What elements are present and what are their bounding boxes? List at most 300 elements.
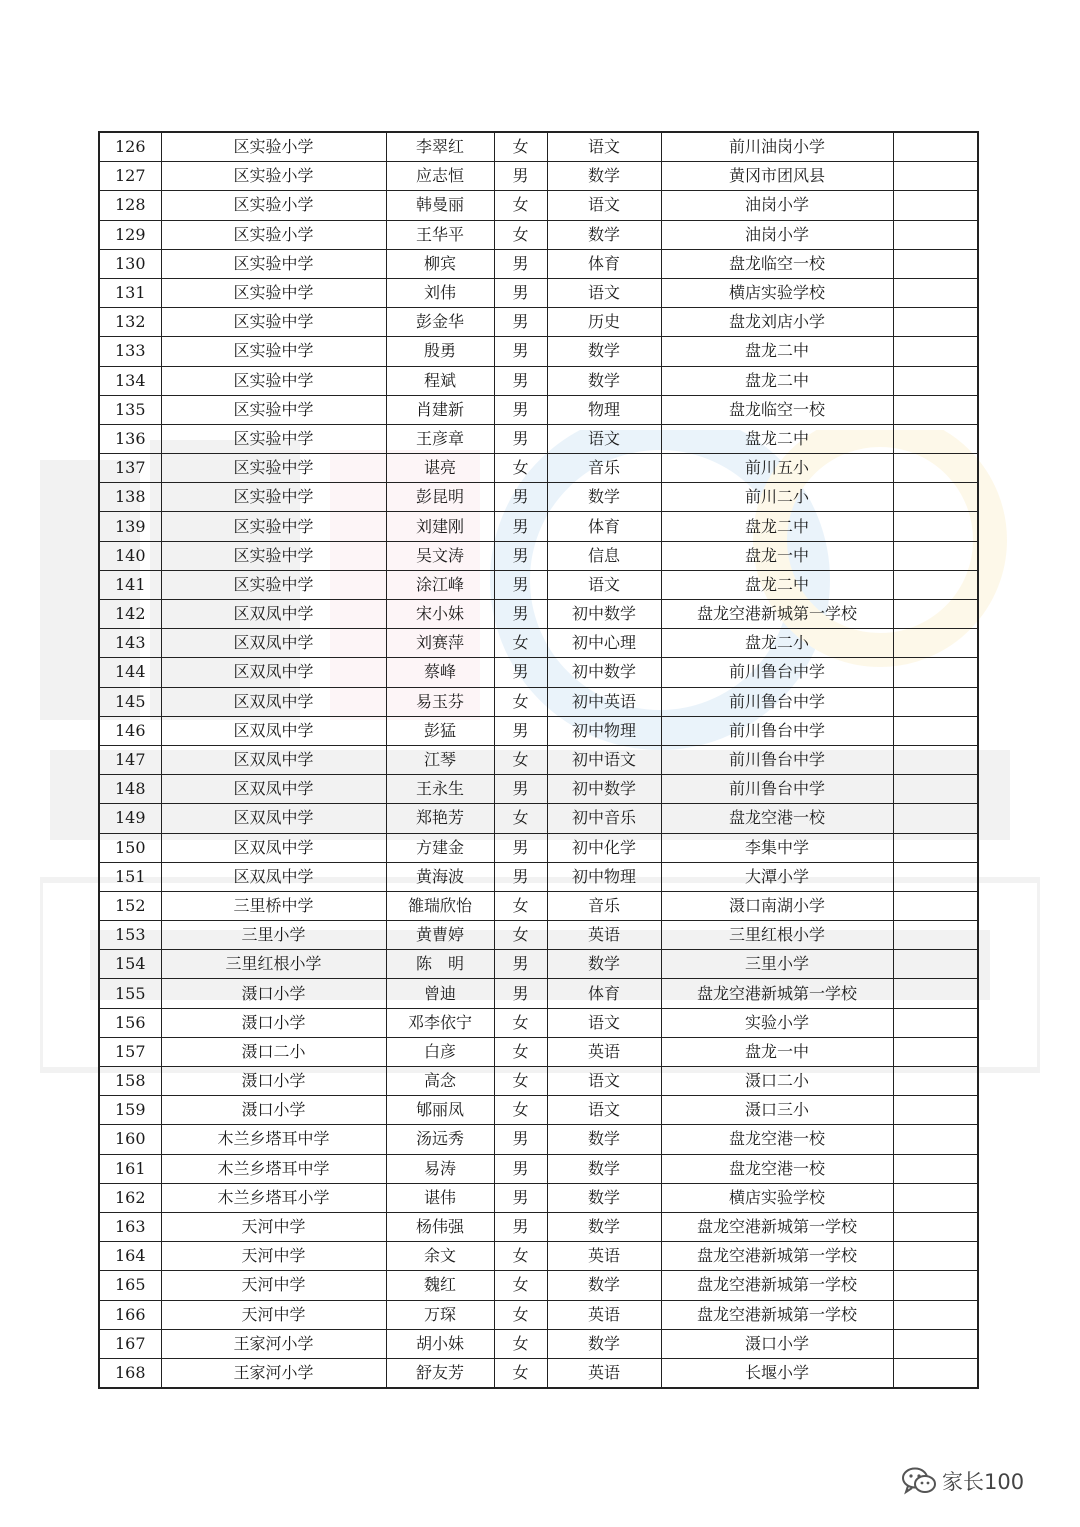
teacher-name-cell: 万琛 (386, 1300, 494, 1329)
exchange-school-cell: 盘龙空港新城第一学校 (661, 1271, 893, 1300)
subject-cell: 语文 (547, 1096, 661, 1125)
table-row (99, 862, 978, 891)
gender-cell: 女 (494, 1300, 547, 1329)
remark-cell (893, 1154, 978, 1183)
subject-cell: 初中物理 (547, 862, 661, 891)
subject-cell: 数学 (547, 1271, 661, 1300)
teacher-name-cell: 郇丽凤 (386, 1096, 494, 1125)
teacher-name-cell: 韩曼丽 (386, 191, 494, 220)
exchange-school-cell: 前川油岗小学 (661, 132, 893, 162)
subject-cell: 初中英语 (547, 687, 661, 716)
school-cell: 木兰乡塔耳小学 (161, 1183, 386, 1212)
gender-cell: 女 (494, 1008, 547, 1037)
school-cell: 区双凤中学 (161, 716, 386, 745)
remark-cell (893, 191, 978, 220)
school-cell: 木兰乡塔耳中学 (161, 1154, 386, 1183)
exchange-school-cell: 盘龙临空一校 (661, 249, 893, 278)
subject-cell: 语文 (547, 1008, 661, 1037)
gender-cell: 女 (494, 745, 547, 774)
subject-cell: 初中物理 (547, 716, 661, 745)
row-number-cell: 149 (99, 804, 161, 833)
school-cell: 滠口小学 (161, 1008, 386, 1037)
subject-cell: 数学 (547, 1183, 661, 1212)
gender-cell: 女 (494, 1329, 547, 1358)
teacher-roster-table (98, 131, 979, 1389)
school-cell: 王家河小学 (161, 1329, 386, 1358)
table-row (99, 804, 978, 833)
remark-cell (893, 629, 978, 658)
subject-cell: 信息 (547, 541, 661, 570)
gender-cell: 男 (494, 162, 547, 191)
school-cell: 滠口二小 (161, 1037, 386, 1066)
teacher-name-cell: 蔡峰 (386, 658, 494, 687)
gender-cell: 男 (494, 337, 547, 366)
subject-cell: 数学 (547, 1329, 661, 1358)
gender-cell: 女 (494, 191, 547, 220)
row-number-cell: 160 (99, 1125, 161, 1154)
gender-cell: 男 (494, 1154, 547, 1183)
teacher-name-cell: 李翠红 (386, 132, 494, 162)
table-row (99, 921, 978, 950)
subject-cell: 语文 (547, 132, 661, 162)
exchange-school-cell: 盘龙刘店小学 (661, 308, 893, 337)
remark-cell (893, 1300, 978, 1329)
row-number-cell: 159 (99, 1096, 161, 1125)
school-cell: 区实验中学 (161, 337, 386, 366)
gender-cell: 男 (494, 775, 547, 804)
exchange-school-cell: 盘龙空港新城第一学校 (661, 600, 893, 629)
school-cell: 区双凤中学 (161, 804, 386, 833)
subject-cell: 英语 (547, 921, 661, 950)
row-number-cell: 145 (99, 687, 161, 716)
subject-cell: 数学 (547, 162, 661, 191)
remark-cell (893, 162, 978, 191)
gender-cell: 男 (494, 395, 547, 424)
subject-cell: 初中语文 (547, 745, 661, 774)
teacher-name-cell: 白彦 (386, 1037, 494, 1066)
remark-cell (893, 220, 978, 249)
gender-cell: 男 (494, 716, 547, 745)
row-number-cell: 140 (99, 541, 161, 570)
subject-cell: 英语 (547, 1037, 661, 1066)
table-row (99, 308, 978, 337)
row-number-cell: 153 (99, 921, 161, 950)
row-number-cell: 162 (99, 1183, 161, 1212)
table-row (99, 249, 978, 278)
school-cell: 区实验中学 (161, 454, 386, 483)
school-cell: 区双凤中学 (161, 658, 386, 687)
remark-cell (893, 804, 978, 833)
exchange-school-cell: 盘龙空港一校 (661, 1125, 893, 1154)
row-number-cell: 158 (99, 1067, 161, 1096)
row-number-cell: 128 (99, 191, 161, 220)
row-number-cell: 146 (99, 716, 161, 745)
row-number-cell: 167 (99, 1329, 161, 1358)
row-number-cell: 138 (99, 483, 161, 512)
school-cell: 区实验小学 (161, 132, 386, 162)
gender-cell: 男 (494, 366, 547, 395)
wechat-icon (902, 1467, 936, 1495)
subject-cell: 英语 (547, 1358, 661, 1388)
remark-cell (893, 483, 978, 512)
remark-cell (893, 337, 978, 366)
exchange-school-cell: 盘龙一中 (661, 541, 893, 570)
exchange-school-cell: 盘龙二中 (661, 512, 893, 541)
remark-cell (893, 716, 978, 745)
school-cell: 区实验小学 (161, 191, 386, 220)
school-cell: 区双凤中学 (161, 745, 386, 774)
subject-cell: 数学 (547, 337, 661, 366)
teacher-name-cell: 郑艳芳 (386, 804, 494, 833)
gender-cell: 女 (494, 1271, 547, 1300)
teacher-name-cell: 易涛 (386, 1154, 494, 1183)
teacher-name-cell: 方建金 (386, 833, 494, 862)
table-row (99, 541, 978, 570)
remark-cell (893, 921, 978, 950)
table-row (99, 1212, 978, 1241)
exchange-school-cell: 盘龙空港新城第一学校 (661, 979, 893, 1008)
gender-cell: 男 (494, 979, 547, 1008)
table-row (99, 337, 978, 366)
teacher-name-cell: 邓李依宁 (386, 1008, 494, 1037)
gender-cell: 男 (494, 308, 547, 337)
table-row (99, 512, 978, 541)
remark-cell (893, 1329, 978, 1358)
exchange-school-cell: 盘龙空港新城第一学校 (661, 1300, 893, 1329)
gender-cell: 女 (494, 454, 547, 483)
gender-cell: 女 (494, 891, 547, 920)
remark-cell (893, 1125, 978, 1154)
subject-cell: 语文 (547, 1067, 661, 1096)
subject-cell: 数学 (547, 1154, 661, 1183)
remark-cell (893, 512, 978, 541)
subject-cell: 英语 (547, 1242, 661, 1271)
remark-cell (893, 570, 978, 599)
school-cell: 区实验中学 (161, 249, 386, 278)
gender-cell: 女 (494, 1037, 547, 1066)
remark-cell (893, 132, 978, 162)
row-number-cell: 148 (99, 775, 161, 804)
teacher-name-cell: 应志恒 (386, 162, 494, 191)
exchange-school-cell: 盘龙二小 (661, 629, 893, 658)
table-row (99, 950, 978, 979)
teacher-name-cell: 魏红 (386, 1271, 494, 1300)
table-row (99, 1300, 978, 1329)
row-number-cell: 147 (99, 745, 161, 774)
row-number-cell: 137 (99, 454, 161, 483)
teacher-name-cell: 杨伟强 (386, 1212, 494, 1241)
exchange-school-cell: 盘龙空港一校 (661, 1154, 893, 1183)
teacher-name-cell: 雒瑞欣怡 (386, 891, 494, 920)
gender-cell: 女 (494, 921, 547, 950)
remark-cell (893, 891, 978, 920)
teacher-name-cell: 易玉芬 (386, 687, 494, 716)
gender-cell: 男 (494, 541, 547, 570)
exchange-school-cell: 盘龙空港新城第一学校 (661, 1242, 893, 1271)
teacher-name-cell: 谌伟 (386, 1183, 494, 1212)
row-number-cell: 129 (99, 220, 161, 249)
brand-name: 家长100 (942, 1470, 1025, 1494)
table-row (99, 1358, 978, 1388)
exchange-school-cell: 滠口南湖小学 (661, 891, 893, 920)
exchange-school-cell: 滠口小学 (661, 1329, 893, 1358)
gender-cell: 男 (494, 249, 547, 278)
exchange-school-cell: 盘龙二中 (661, 570, 893, 599)
teacher-name-cell: 王永生 (386, 775, 494, 804)
subject-cell: 初中数学 (547, 600, 661, 629)
exchange-school-cell: 油岗小学 (661, 191, 893, 220)
school-cell: 区实验小学 (161, 220, 386, 249)
exchange-school-cell: 油岗小学 (661, 220, 893, 249)
row-number-cell: 136 (99, 424, 161, 453)
remark-cell (893, 687, 978, 716)
gender-cell: 男 (494, 424, 547, 453)
school-cell: 天河中学 (161, 1212, 386, 1241)
teacher-name-cell: 江琴 (386, 745, 494, 774)
school-cell: 区双凤中学 (161, 862, 386, 891)
row-number-cell: 130 (99, 249, 161, 278)
row-number-cell: 154 (99, 950, 161, 979)
table-row (99, 132, 978, 162)
row-number-cell: 166 (99, 1300, 161, 1329)
exchange-school-cell: 前川鲁台中学 (661, 775, 893, 804)
footer-brand (902, 1466, 1024, 1496)
remark-cell (893, 658, 978, 687)
school-cell: 区实验中学 (161, 278, 386, 307)
teacher-name-cell: 王华平 (386, 220, 494, 249)
school-cell: 区双凤中学 (161, 833, 386, 862)
row-number-cell: 156 (99, 1008, 161, 1037)
exchange-school-cell: 盘龙空港新城第一学校 (661, 1212, 893, 1241)
remark-cell (893, 833, 978, 862)
gender-cell: 男 (494, 658, 547, 687)
exchange-school-cell: 横店实验学校 (661, 278, 893, 307)
subject-cell: 体育 (547, 979, 661, 1008)
row-number-cell: 150 (99, 833, 161, 862)
exchange-school-cell: 实验小学 (661, 1008, 893, 1037)
school-cell: 区实验中学 (161, 512, 386, 541)
row-number-cell: 134 (99, 366, 161, 395)
school-cell: 三里桥中学 (161, 891, 386, 920)
table-row (99, 278, 978, 307)
table-row (99, 1242, 978, 1271)
row-number-cell: 132 (99, 308, 161, 337)
table-row (99, 1008, 978, 1037)
school-cell: 区实验中学 (161, 541, 386, 570)
row-number-cell: 135 (99, 395, 161, 424)
remark-cell (893, 249, 978, 278)
teacher-name-cell: 程斌 (386, 366, 494, 395)
school-cell: 区实验中学 (161, 395, 386, 424)
gender-cell: 女 (494, 804, 547, 833)
remark-cell (893, 1271, 978, 1300)
row-number-cell: 164 (99, 1242, 161, 1271)
subject-cell: 数学 (547, 366, 661, 395)
school-cell: 区实验中学 (161, 366, 386, 395)
school-cell: 王家河小学 (161, 1358, 386, 1388)
gender-cell: 女 (494, 220, 547, 249)
row-number-cell: 165 (99, 1271, 161, 1300)
school-cell: 区实验中学 (161, 308, 386, 337)
row-number-cell: 127 (99, 162, 161, 191)
exchange-school-cell: 盘龙空港一校 (661, 804, 893, 833)
remark-cell (893, 278, 978, 307)
remark-cell (893, 366, 978, 395)
teacher-name-cell: 陈 明 (386, 950, 494, 979)
table-row (99, 483, 978, 512)
subject-cell: 初中数学 (547, 658, 661, 687)
subject-cell: 语文 (547, 278, 661, 307)
exchange-school-cell: 盘龙二中 (661, 337, 893, 366)
table-row (99, 1037, 978, 1066)
row-number-cell: 161 (99, 1154, 161, 1183)
remark-cell (893, 1067, 978, 1096)
teacher-name-cell: 余文 (386, 1242, 494, 1271)
gender-cell: 男 (494, 1125, 547, 1154)
row-number-cell: 155 (99, 979, 161, 1008)
remark-cell (893, 1096, 978, 1125)
remark-cell (893, 979, 978, 1008)
exchange-school-cell: 三里红根小学 (661, 921, 893, 950)
teacher-name-cell: 刘伟 (386, 278, 494, 307)
teacher-name-cell: 涂江峰 (386, 570, 494, 599)
school-cell: 滠口小学 (161, 979, 386, 1008)
table-row (99, 570, 978, 599)
school-cell: 区双凤中学 (161, 629, 386, 658)
gender-cell: 男 (494, 512, 547, 541)
exchange-school-cell: 盘龙二中 (661, 366, 893, 395)
exchange-school-cell: 前川鲁台中学 (661, 745, 893, 774)
remark-cell (893, 1242, 978, 1271)
table-row (99, 1183, 978, 1212)
row-number-cell: 144 (99, 658, 161, 687)
exchange-school-cell: 大潭小学 (661, 862, 893, 891)
table-row (99, 220, 978, 249)
subject-cell: 英语 (547, 1300, 661, 1329)
exchange-school-cell: 前川鲁台中学 (661, 658, 893, 687)
table-row (99, 1154, 978, 1183)
gender-cell: 男 (494, 1183, 547, 1212)
row-number-cell: 139 (99, 512, 161, 541)
exchange-school-cell: 盘龙临空一校 (661, 395, 893, 424)
exchange-school-cell: 前川鲁台中学 (661, 716, 893, 745)
table-row (99, 658, 978, 687)
exchange-school-cell: 前川二小 (661, 483, 893, 512)
row-number-cell: 131 (99, 278, 161, 307)
gender-cell: 女 (494, 1358, 547, 1388)
gender-cell: 女 (494, 687, 547, 716)
row-number-cell: 151 (99, 862, 161, 891)
exchange-school-cell: 长堰小学 (661, 1358, 893, 1388)
teacher-name-cell: 刘建刚 (386, 512, 494, 541)
school-cell: 三里红根小学 (161, 950, 386, 979)
teacher-name-cell: 宋小妹 (386, 600, 494, 629)
row-number-cell: 133 (99, 337, 161, 366)
school-cell: 区实验中学 (161, 424, 386, 453)
remark-cell (893, 745, 978, 774)
gender-cell: 女 (494, 1067, 547, 1096)
school-cell: 区实验中学 (161, 483, 386, 512)
exchange-school-cell: 前川五小 (661, 454, 893, 483)
teacher-name-cell: 曾迪 (386, 979, 494, 1008)
gender-cell: 男 (494, 483, 547, 512)
row-number-cell: 163 (99, 1212, 161, 1241)
remark-cell (893, 600, 978, 629)
school-cell: 区实验小学 (161, 162, 386, 191)
subject-cell: 初中心理 (547, 629, 661, 658)
exchange-school-cell: 滠口三小 (661, 1096, 893, 1125)
remark-cell (893, 308, 978, 337)
exchange-school-cell: 前川鲁台中学 (661, 687, 893, 716)
teacher-name-cell: 柳宾 (386, 249, 494, 278)
gender-cell: 女 (494, 629, 547, 658)
subject-cell: 音乐 (547, 454, 661, 483)
teacher-name-cell: 高念 (386, 1067, 494, 1096)
teacher-name-cell: 肖建新 (386, 395, 494, 424)
subject-cell: 体育 (547, 249, 661, 278)
gender-cell: 女 (494, 132, 547, 162)
exchange-school-cell: 盘龙一中 (661, 1037, 893, 1066)
gender-cell: 男 (494, 862, 547, 891)
gender-cell: 男 (494, 950, 547, 979)
gender-cell: 男 (494, 600, 547, 629)
table-row (99, 745, 978, 774)
teacher-name-cell: 刘赛萍 (386, 629, 494, 658)
subject-cell: 语文 (547, 570, 661, 599)
remark-cell (893, 541, 978, 570)
subject-cell: 历史 (547, 308, 661, 337)
remark-cell (893, 1008, 978, 1037)
school-cell: 天河中学 (161, 1300, 386, 1329)
table-row (99, 716, 978, 745)
subject-cell: 数学 (547, 950, 661, 979)
exchange-school-cell: 横店实验学校 (661, 1183, 893, 1212)
table-row (99, 979, 978, 1008)
table-row (99, 600, 978, 629)
school-cell: 天河中学 (161, 1271, 386, 1300)
subject-cell: 初中化学 (547, 833, 661, 862)
school-cell: 区双凤中学 (161, 775, 386, 804)
table-row (99, 1329, 978, 1358)
teacher-name-cell: 黄海波 (386, 862, 494, 891)
teacher-name-cell: 彭昆明 (386, 483, 494, 512)
table-row (99, 833, 978, 862)
table-row (99, 162, 978, 191)
table-row (99, 1067, 978, 1096)
table-row (99, 1271, 978, 1300)
school-cell: 木兰乡塔耳中学 (161, 1125, 386, 1154)
gender-cell: 男 (494, 833, 547, 862)
teacher-name-cell: 殷勇 (386, 337, 494, 366)
row-number-cell: 143 (99, 629, 161, 658)
subject-cell: 物理 (547, 395, 661, 424)
row-number-cell: 168 (99, 1358, 161, 1388)
row-number-cell: 141 (99, 570, 161, 599)
remark-cell (893, 454, 978, 483)
remark-cell (893, 775, 978, 804)
table-row (99, 366, 978, 395)
table-row (99, 1096, 978, 1125)
remark-cell (893, 424, 978, 453)
school-cell: 区双凤中学 (161, 687, 386, 716)
subject-cell: 语文 (547, 191, 661, 220)
table-row (99, 424, 978, 453)
school-cell: 区实验中学 (161, 570, 386, 599)
subject-cell: 音乐 (547, 891, 661, 920)
gender-cell: 男 (494, 570, 547, 599)
teacher-name-cell: 黄曹婷 (386, 921, 494, 950)
table-row (99, 454, 978, 483)
